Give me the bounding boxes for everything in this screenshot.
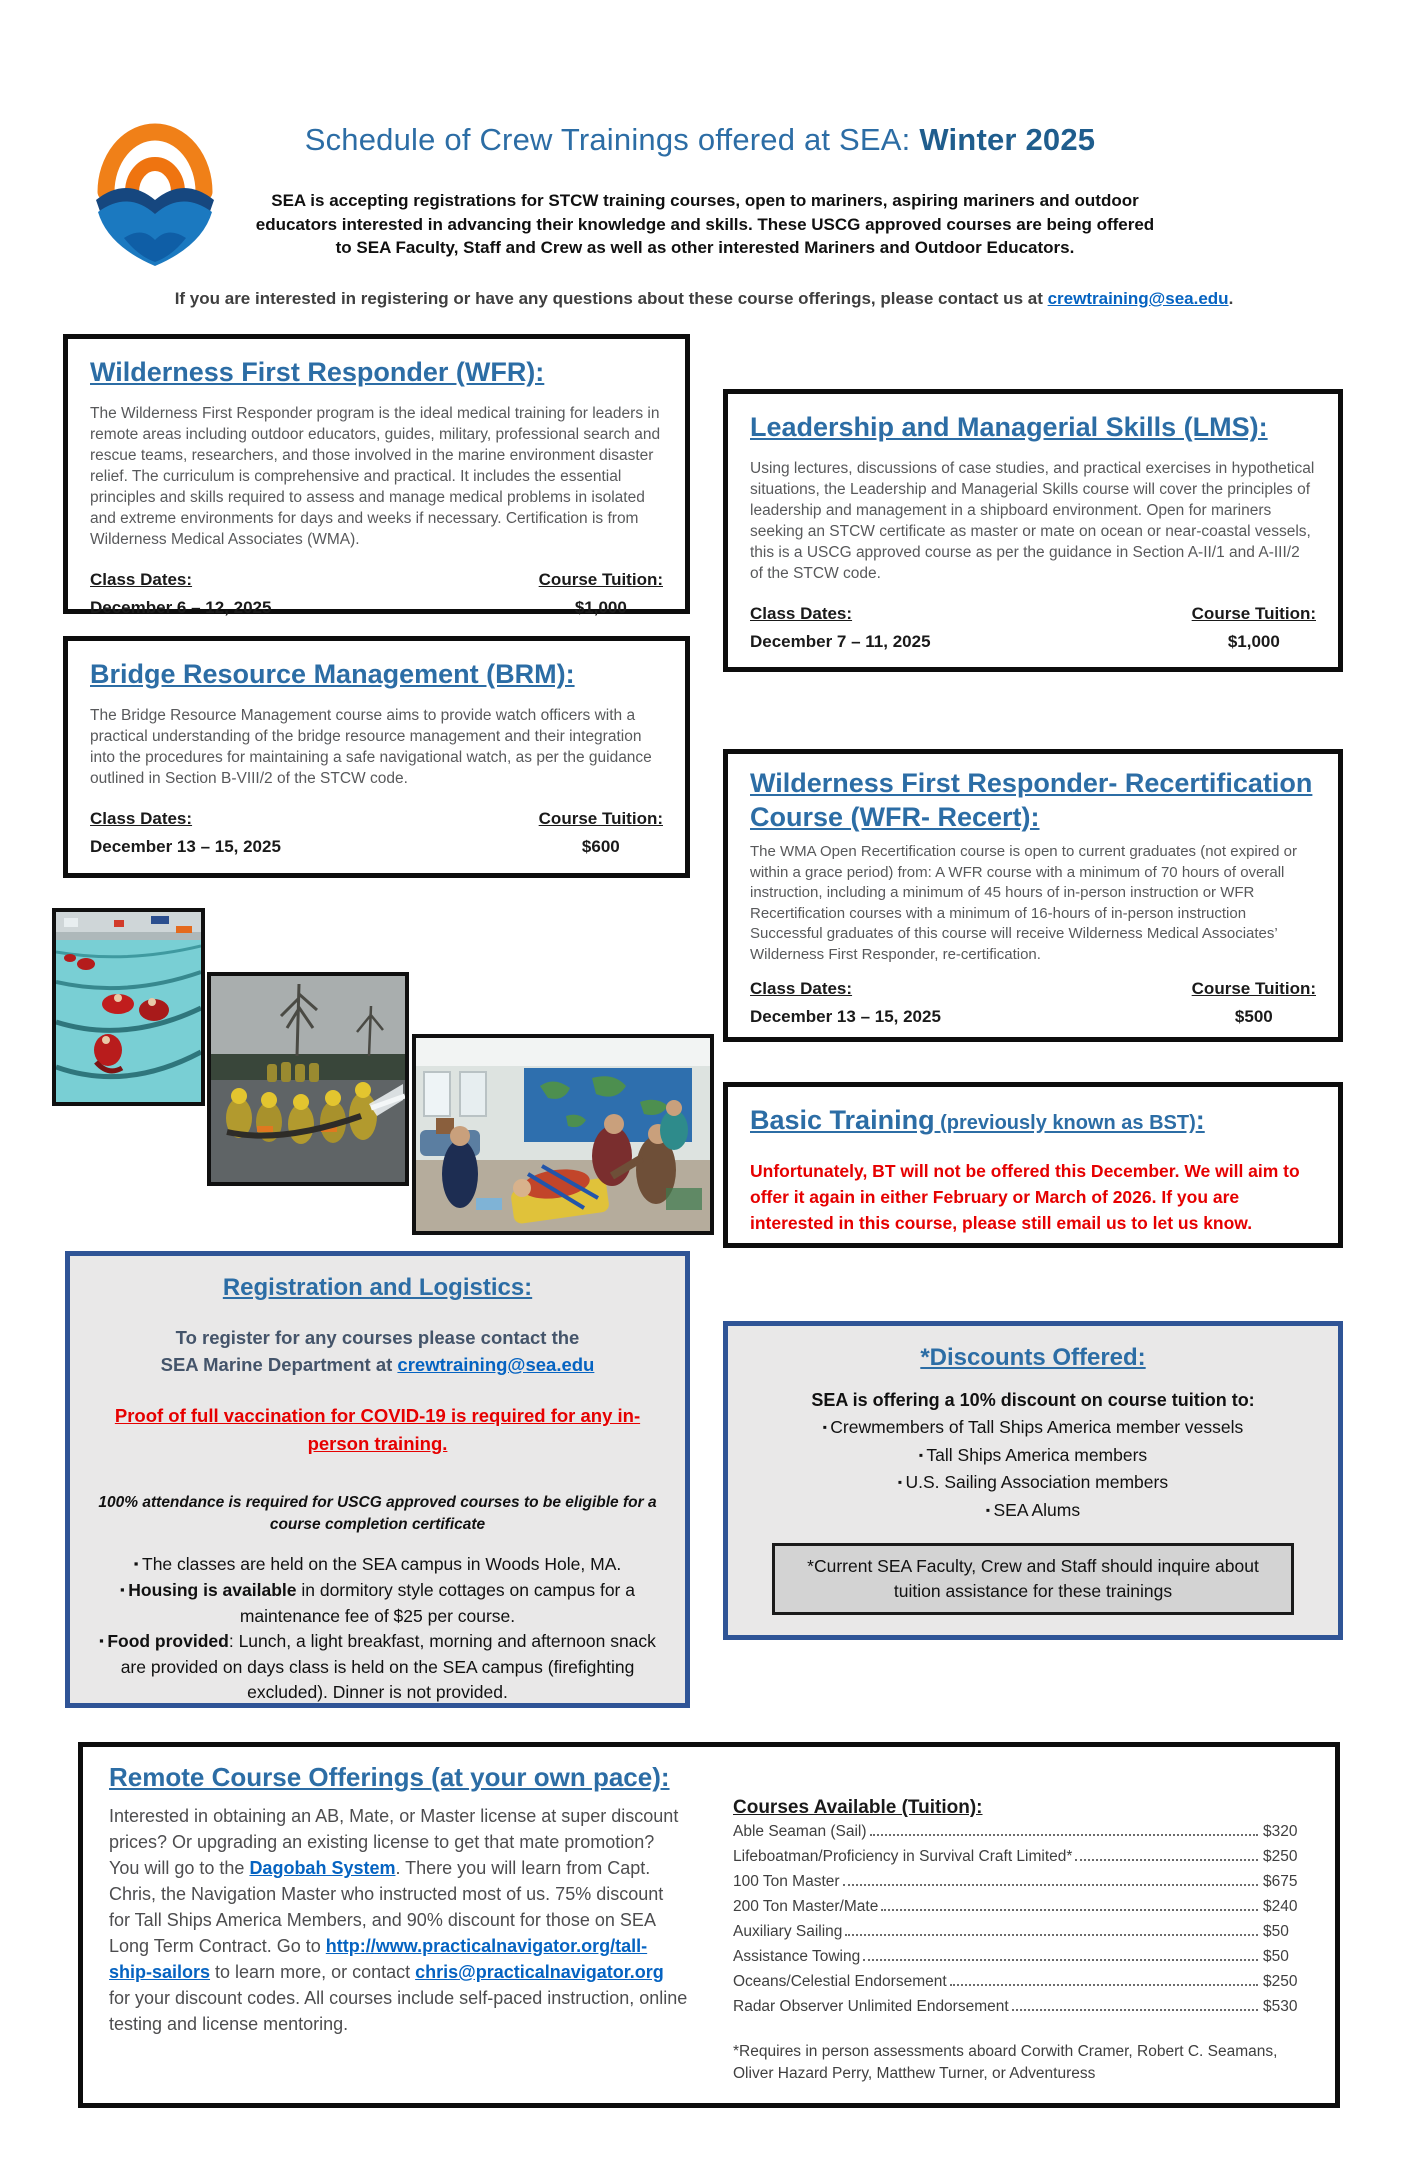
remote-courses-box xyxy=(78,1742,1340,2108)
discounts-intro: SEA is offering a 10% discount on course tuition to: xyxy=(811,1390,1255,1410)
remote-courses-paragraph: Interested in obtaining an AB, Mate, or Master license at super discount prices? Or upgrading an existing license to get that mate promotion? You will go to the Dagobah System. There you will learn from Capt. Chris, the Navigation Master who instructed most of us. 75% discount for Tall Ships America Members, and 90% discount for those on SEA Long Term Contract. Go to http://www.practicalnavigator.org/tall-ship-sailors to learn more, or contact chris@practicalnavigator.org for your discount codes. All courses include self-paced instruction, online testing and license mentoring. xyxy=(109,1806,688,2034)
page-title-season: Winter 2025 xyxy=(919,122,1096,157)
registration-line2: SEA Marine Department at xyxy=(160,1354,398,1375)
brm-course-box xyxy=(63,636,690,878)
photo-first-aid-training xyxy=(412,1034,714,1235)
tuition-row: 200 Ton Master/Mate $240 xyxy=(733,1898,1298,1915)
wfr-tuition-value: $1,000 xyxy=(574,598,627,617)
remote-courses-title: Remote Course Offerings (at your own pace): xyxy=(109,1762,670,1792)
brm-title: Bridge Resource Management (BRM): xyxy=(90,659,575,689)
registration-email-link[interactable]: crewtraining@sea.edu xyxy=(397,1354,595,1375)
brm-dates-col xyxy=(90,809,281,857)
class-dates-label: Class Dates: xyxy=(90,570,193,589)
wfr-recert-course-box xyxy=(723,749,1343,1042)
assessment-footnote: *Requires in person assessments aboard Corwith Cramer, Robert C. Seamans, Oliver Hazard Perry, Matthew Turner, or Adventuress xyxy=(733,2043,1278,2082)
tuition-label: Course Tuition: xyxy=(1191,979,1316,998)
dot-leader xyxy=(881,1909,1258,1911)
brm-description: The Bridge Resource Management course aims to provide watch officers with a practical understanding of the bridge resource management and their integration into the procedures for maintaining a safe navigational watch, as per the guidance outlined in Section B-VIII/2 of the STCW code. xyxy=(90,707,652,787)
lms-title: Leadership and Managerial Skills (LMS): xyxy=(750,412,1268,442)
contact-line xyxy=(40,289,1368,309)
tuition-row: 100 Ton Master $675 xyxy=(733,1873,1298,1890)
wfr-recert-dates-value: December 13 – 15, 2025 xyxy=(750,1007,941,1026)
tuition-assistance-note: *Current SEA Faculty, Crew and Staff should inquire about tuition assistance for these trainings xyxy=(772,1543,1294,1615)
contact-suffix: . xyxy=(1228,289,1234,308)
tuition-row: Auxiliary Sailing $50 xyxy=(733,1923,1289,1940)
brm-meta xyxy=(90,809,663,857)
bt-title-main: Basic Training xyxy=(750,1105,935,1135)
registration-bullet-food: ▪ Food provided: Lunch, a light breakfast, morning and afternoon snack are provided on days class is held on the SEA campus (firefighting excluded). Dinner is not provided. xyxy=(96,1629,659,1705)
brm-dates-value: December 13 – 15, 2025 xyxy=(90,837,281,856)
brm-tuition-value: $600 xyxy=(581,837,620,856)
dot-leader xyxy=(863,1959,1258,1961)
photo-firefighting-training xyxy=(207,972,409,1186)
wfr-meta xyxy=(90,570,663,618)
brm-tuition-col xyxy=(539,809,663,857)
discounts-title: *Discounts Offered: xyxy=(920,1344,1146,1371)
registration-contact xyxy=(96,1324,659,1378)
bt-title-sub: (previously known as BST) xyxy=(934,1112,1196,1134)
sea-logo xyxy=(84,88,226,270)
wfr-tuition-col xyxy=(539,570,663,618)
tuition-list xyxy=(733,1761,1309,2089)
basic-training-box xyxy=(723,1082,1343,1248)
wfr-course-box xyxy=(63,334,690,617)
dot-leader xyxy=(1012,2009,1258,2011)
lms-description: Using lectures, discussions of case studies, and practical exercises in hypothetical situations, the Leadership and Managerial Skills course will cover the principles of leadership and management in a shipboard environment. Open for mariners seeking an STCW certificate as master or mate on ocean or near-coastal vessels, this is a USCG approved course as per the guidance in Section A-II/1 and A-III/2 of the STCW code. xyxy=(750,460,1315,582)
wfr-recert-meta xyxy=(750,979,1316,1027)
wfr-recert-description: The WMA Open Recertification course is open to current graduates (not expired or within a grace period) from: A WFR course with a minimum of 70 hours of overall instruction, including a minimum of 45 hours of in-person instruction or WFR Recertification courses with a minimum of 16-hours of in-person instruction Successful graduates of this course will receive Wilderness Medical Associates’ Wilderness First Responder, re-certification. xyxy=(750,843,1297,963)
tuition-row: Assistance Towing $50 xyxy=(733,1948,1289,1965)
lms-tuition-value: $1,000 xyxy=(1227,632,1280,651)
attendance-note: 100% attendance is required for USCG approved courses to be eligible for a course completion certificate xyxy=(98,1494,657,1533)
contact-prefix: If you are interested in registering or have any questions about these course offerings, please contact us at xyxy=(174,289,1048,308)
wfr-dates-value: December 6 – 12, 2025 xyxy=(90,598,272,617)
wfr-description: The Wilderness First Responder program is the ideal medical training for leaders in remote areas including outdoor educators, guides, military, professional search and rescue teams, researchers, and those involved in the marine environment disaster relief. The curriculum is comprehensive and practical. It includes the essential principles and skills required to assess and manage medical problems in isolated and extreme environments for days and weeks if necessary. Certification is from Wilderness Medical Associates (WMA). xyxy=(90,405,661,548)
dot-leader xyxy=(843,1884,1258,1886)
discount-bullet: ▪ Tall Ships America members xyxy=(752,1443,1314,1471)
lms-meta xyxy=(750,604,1316,652)
bt-notice: Unfortunately, BT will not be offered this December. We will aim to offer it again in either February or March of 2026. If you are interested in this course, please still email us to let us know. xyxy=(750,1161,1300,1233)
wfr-dates-col xyxy=(90,570,271,618)
remote-courses-text xyxy=(109,1761,689,2089)
dot-leader xyxy=(950,1984,1258,1986)
wfr-recert-title: Wilderness First Responder- Recertification Course (WFR- Recert): xyxy=(750,768,1313,832)
dot-leader xyxy=(870,1834,1258,1836)
photo-immersion-suit-training xyxy=(52,908,205,1106)
lms-dates-col xyxy=(750,604,931,652)
class-dates-label: Class Dates: xyxy=(750,979,853,998)
wfr-recert-dates-col xyxy=(750,979,941,1027)
page-title xyxy=(230,122,1170,158)
tuition-row: Lifeboatman/Proficiency in Survival Craft Limited* $250 xyxy=(733,1848,1298,1865)
dot-leader xyxy=(1075,1859,1258,1861)
practicalnavigator-url-link[interactable]: http://www.practicalnavigator.org/tall-ship-sailors xyxy=(109,1936,648,1982)
covid-notice: Proof of full vaccination for COVID-19 is required for any in-person training. xyxy=(114,1405,641,1454)
discount-bullet: ▪ U.S. Sailing Association members xyxy=(752,1470,1314,1498)
wfr-recert-tuition-value: $500 xyxy=(1234,1007,1273,1026)
discount-bullet: ▪ SEA Alums xyxy=(752,1498,1314,1526)
crewtraining-email-link[interactable]: crewtraining@sea.edu xyxy=(1047,289,1229,308)
discounts-box xyxy=(723,1321,1343,1640)
registration-line1: To register for any courses please contact the xyxy=(175,1327,580,1348)
tuition-list-title: Courses Available (Tuition): xyxy=(733,1797,983,1818)
discounts-bullets xyxy=(752,1415,1314,1525)
wfr-recert-tuition-col xyxy=(1192,979,1316,1027)
wfr-title: Wilderness First Responder (WFR): xyxy=(90,357,545,387)
lms-course-box xyxy=(723,389,1343,672)
registration-title: Registration and Logistics: xyxy=(222,1274,533,1301)
registration-logistics-box xyxy=(65,1251,690,1708)
tuition-label: Course Tuition: xyxy=(538,809,663,828)
class-dates-label: Class Dates: xyxy=(90,809,193,828)
dagobah-system-link[interactable]: Dagobah System xyxy=(249,1858,396,1878)
lms-dates-value: December 7 – 11, 2025 xyxy=(750,632,931,651)
registration-bullets xyxy=(96,1552,659,1705)
tuition-row: Oceans/Celestial Endorsement $250 xyxy=(733,1973,1298,1990)
registration-bullet-housing: ▪ Housing is available in dormitory style cottages on campus for a maintenance fee of $25 per course. xyxy=(96,1578,659,1629)
lms-tuition-col xyxy=(1192,604,1316,652)
class-dates-label: Class Dates: xyxy=(750,604,853,623)
intro-paragraph: SEA is accepting registrations for STCW training courses, open to mariners, aspiring mariners and outdoor educators interested in advancing their knowledge and skills. These USCG approved courses are being offered to SEA Faculty, Staff and Crew as well as other interested Mariners and Outdoor Educators. xyxy=(255,191,1155,257)
chris-email-link[interactable]: chris@practicalnavigator.org xyxy=(415,1962,664,1982)
registration-bullet-classes: ▪ The classes are held on the SEA campus in Woods Hole, MA. xyxy=(96,1552,659,1578)
tuition-row: Radar Observer Unlimited Endorsement $530 xyxy=(733,1998,1298,2015)
tuition-label: Course Tuition: xyxy=(538,570,663,589)
bt-title-colon: : xyxy=(1195,1105,1205,1135)
tuition-label: Course Tuition: xyxy=(1191,604,1316,623)
basic-training-title xyxy=(750,1103,1316,1140)
discount-bullet: ▪ Crewmembers of Tall Ships America member vessels xyxy=(752,1415,1314,1443)
dot-leader xyxy=(845,1934,1258,1936)
page-title-main: Schedule of Crew Trainings offered at SEA: xyxy=(304,122,920,157)
tuition-row: Able Seaman (Sail) $320 xyxy=(733,1823,1298,1840)
